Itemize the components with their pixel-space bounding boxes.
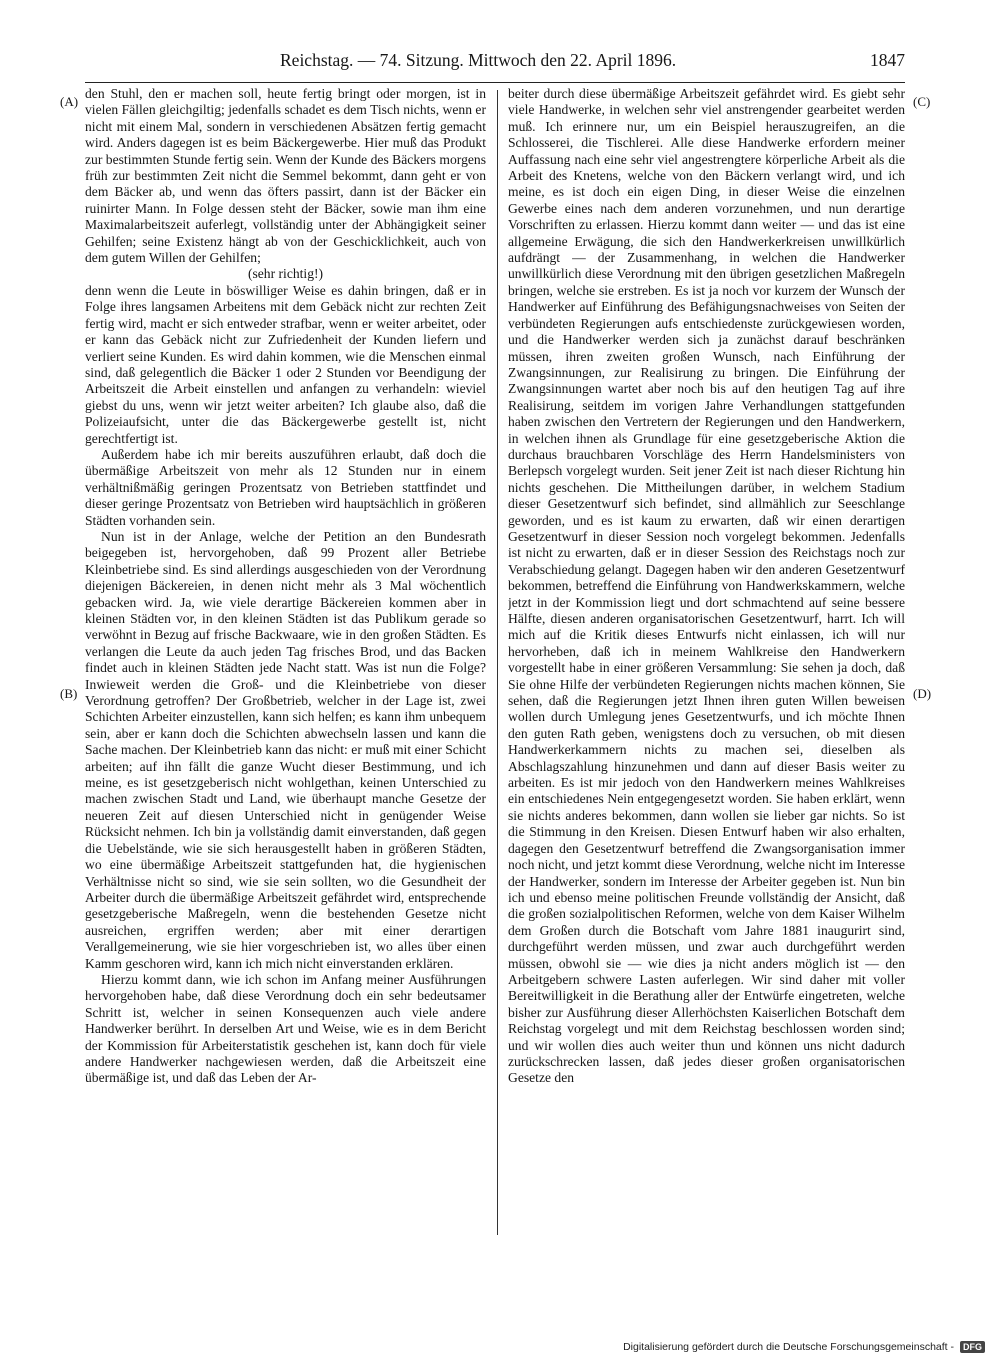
marker-d: (D) (913, 686, 932, 701)
paragraph: Nun ist in der Anlage, welche der Petition an den Bundesrath beigegeben ist, hervorgehoben, daß 99 Prozent aller Betriebe Kleinbetriebe sind. Es sind allerdings ausgeschieden von der Verordnung diejenigen Bäckereien, in denen nicht mehr als 3 Mal wöchentlich gebacken wird. Ja, wie viele derartige Bäckereien kommen aber in kleinen Städten vor, in den kleinen Städten ist das Publikum gerade so verwöhnt in Bezug auf frische Backwaare, wie in den großen Städten. Es verlangen die Leute da auch jeden Tag frisches Brod, und das Backen findet auch in kleinen Städten jede Nacht statt. Was ist nun die Folge? Inwieweit werden die Groß- und die Kleinbetriebe von dieser Verordnung getroffen? Der Großbetrieb, welcher in der Lage ist, zwei Schichten Arbeiter einzustellen, kann sich helfen; es kann ihm unbequem sein, aber er kann doch die Schichten abwechseln lassen und kann die Sache machen. Der Kleinbetrieb kann das nicht: er muß mit einer Schicht arbeiten; auf ihn fällt die ganze Wucht dieser Bestimmung, und ich meine, es ist gesetzgeberisch nicht wohlgethan, keinen Unterschied zu machen zwischen Stadt und Land, wie überhaupt manche Gesetze der neueren Zeit auf diesen Unterschied nicht in genügender Weise Rücksicht nehmen. Ich bin ja vollständig damit einverstanden, daß gegen die Uebelstände, wie sie sich herausgestellt haben in größeren Städten, wo eine übermäßige Arbeitszeit stattgefunden hat, die hygienischen Verhältnisse nicht so sind, wie sie sein sollten, wo die Gesundheit der Arbeiter durch die übermäßige Arbeitszeit gefährdet wird, entsprechende gesetzgeberische Maßregeln, wenn die bestehenden Gesetze nicht ausreichen, ergriffen werden; aber mit einer derartigen Verallgemeinerung, wie sie hier vorgeschrieben ist, wo alles über einen Kamm geschoren wird, kann ich mich nicht einverstanden erklären. (85, 528, 486, 971)
marker-c: (C) (913, 94, 931, 109)
paragraph: denn wenn die Leute in böswilliger Weise es dahin bringen, daß er in Folge ihres langsamen Arbeitens mit dem Gebäck nicht zur rechten Zeit fertig wird, macht er sich entweder strafbar, wenn er weiter arbeitet, oder er kann das Gebäck nicht zur Zufriedenheit der Kunden liefern und verliert seine Kunden. Es wird dahin kommen, wie die Menschen einmal sind, daß gelegentlich die Bäcker 1 oder 2 Stunden vor Beendigung der Arbeitszeit die Arbeit einstellen und anfangen zu verhandeln: wieviel giebst du uns, wenn wir jetzt weiter arbeiten? Ich glaube also, daß die Polizeiaufsicht, unter die das Bäckergewerbe gestellt ist, nicht gerechtfertigt ist. (85, 282, 486, 446)
paragraph: Außerdem habe ich mir bereits auszuführen erlaubt, daß doch die übermäßige Arbeitszeit von mehr als 12 Stunden nur in einem verhältnißmäßig geringen Prozentsatz von Betrieben stattfindet und dieser geringe Prozentsatz von Betrieben wird hauptsächlich in größeren Städten vorhanden sein. (85, 446, 486, 528)
page-number: 1847 (870, 50, 905, 70)
paragraph: beiter durch diese übermäßige Arbeitszeit gefährdet wird. Es giebt sehr viele Handwerke, in welchen sehr viel anstrengender gearbeitet werden muß. Ich erinnere nur, um ein Beispiel herauszugreifen, an die Schlosserei, die Tischlerei. Alle diese Handwerke erfordern meiner Auffassung nach eine sehr viel angestrengtere körperliche Arbeit als die Arbeit des Knetens, welche von den Bäckern verlangt wird, und ich meine, es ist doch ein eigen Ding, in dieser Weise die einzelnen Gewerbe eines nach dem anderen vorzunehmen, und nun derartige Vorschriften zu erlassen. Hierzu kommt dann weiter — und das ist eine allgemeine Erwägung, die sich den Handwerkerkreisen unwillkürlich aufdrängt — der Zusammenhang, in welchen die Handwerker unwillkürlich diese Verordnung mit den übrigen gesetzlichen Maßregeln bringen, welche sie erstreben. Es ist ja noch vor kurzem der Wunsch der Handwerker auf Einführung des Befähigungsnachweises von Seiten der verbündeten Regierungen aufs entschiedenste zurückgewiesen worden, und die Handwerker werden sich ja zunächst darauf beschränken müssen, ihren zweiten großen Wunsch, nach Einführung der Zwangsinnungen, zur Realisirung zu bringen. Die Einführung der Zwangsinnungen wartet aber noch bis auf den heutigen Tag auf ihre Realisirung, seitdem im vorigen Jahre Verhandlungen stattgefunden haben zwischen den Vertretern der Regierungen und den Handwerkern, in welchen ihnen als Grundlage für eine gesetzgeberische Aktion die durchaus brauchbaren Vorschläge des Herrn Handelsministers von Berlepsch vorgelegt wurden. Seit jener Zeit ist nach dieser Richtung hin nichts geschehen. Die Mittheilungen darüber, in welchem Stadium dieser Gesetzentwurf sich befindet, sind allmählich zur Seeschlange geworden, und es ist kaum zu erwarten, daß wir einen derartigen Gesetzentwurf in dieser Session noch vorgelegt bekommen. Jedenfalls ist nicht zu erwarten, daß er in dieser Session des Reichstags noch zur Verabschiedung gelangt. Dagegen haben wir den anderen Gesetzentwurf bekommen, betreffend die Einführung von Handwerkskammern, welche jetzt in der Kommission liegt und dort schmachtend auf seine bessere Hälfte, diesen anderen organisatorischen Gesetzentwurf, harrt. Ich will mich auf die Kritik dieses Entwurfs nicht einlassen, ich will nur hervorheben, daß ich in meinem Wahlkreise den Handwerkern vorgestellt habe in einer größeren Versammlung: Sie sehen ja doch, daß Sie ohne Hilfe der verbündeten Regierungen nichts machen können, Sie sehen, daß die Regierungen jetzt Ihnen ihren guten Willen beweisen wollen durch Umlegung jenes Gesetzentwurfs, und ich möchte Ihnen den guten Rath geben, wenigstens doch zu versuchen, ob mit diesen Handwerkerkammern nichts zu machen sei, dieselben als Abschlagszahlung hinzunehmen und dann auf dieser Basis weiter zu arbeiten. Es ist mir jedoch von den Handwerkern meines Wahlkreises ein entschiedenes Nein entgegengesetzt worden. Sie haben erklärt, wenn sie nichts anderes bekommen, dann wollen sie lieber gar nichts. So ist die Stimmung in den Kreisen. Diesen Entwurf haben wir also erhalten, dagegen den Gesetzentwurf betreffend die Zwangsorganisation immer noch nicht, und jetzt kommt diese Verordnung, welche nicht im Interesse der Handwerker, sondern im Interesse der Arbeiter gegeben ist. Nun bin ich und ebenso meine politischen Freunde vollständig der Ansicht, daß die großen sozialpolitischen Reformen, welche von dem Kaiser Wilhelm dem Großen durch die Botschaft vom Jahre 1881 inaugurirt sind, durchgeführt werden müssen, und zwar auch durchgeführt werden müssen, obwohl sie — wie dies ja nicht anders möglich ist — den Arbeitgebern schwere Lasten auferlegen. Wir sind daher mit voller Bereitwilligkeit in die Berathung aller der Entwürfe eingetreten, welche bisher zur Ausführung dieser Allerhöchsten Kaiserlichen Botschaft dem Reichstag vorgelegt und mit dem Reichstag beschlossen worden sind; und wir wollen dies auch weiter thun und können uns nicht dadurch zurückschrecken lassen, daß jedes dieser großen organisatorischen Gesetze den (508, 86, 905, 1086)
dfg-logo: DFG (960, 1341, 985, 1353)
marker-a: (A) (60, 94, 79, 109)
footer-credit: Digitalisierung gefördert durch die Deutsche Forschungsgemeinschaft - (623, 1341, 954, 1353)
right-column (508, 86, 905, 1246)
paragraph: Hierzu kommt dann, wie ich schon im Anfang meiner Ausführungen hervorgehoben habe, daß diese Verordnung doch ein sehr bedeutsamer Schritt ist, welcher in seinen Konsequenzen auch viele andere Handwerker berührt. In derselben Art und Weise, wie es in dem Bericht der Kommission für Arbeiterstatistik geschehen ist, kann doch für viele andere Handwerker nachgewiesen werden, daß die Arbeitszeit eine übermäßige ist, und daß das Leben der Ar- (85, 971, 486, 1086)
header-rule (85, 82, 905, 83)
marker-b: (B) (60, 686, 78, 701)
running-title: Reichstag. — 74. Sitzung. Mittwoch den 22. April 1896. (280, 50, 677, 70)
page-header (280, 50, 905, 70)
interjection: (sehr richtig!) (247, 266, 324, 282)
column-divider (497, 90, 498, 1235)
left-column (85, 86, 486, 1246)
paragraph: den Stuhl, den er machen soll, heute fertig bringt oder morgen, ist in vielen Fällen gleichgiltig; jedenfalls schadet es dem Tisch nichts, wenn er nicht mit einem Mal, sondern in verschiedenen Absätzen fertig gemacht wird. Anders dagegen ist es beim Bäckergewerbe. Hier muß das Produkt zur bestimmten Stunde fertig sein. Wenn der Kunde des Bäckers morgens früh zur bestimmten Zeit nicht die Semmel bekommt, dann geht er von dem Bäcker ab, und wenn das öfters passirt, dann ist der Bäcker ein ruinirter Mann. In Folge dessen steht der Bäcker, sowie man ihm eine Maximalarbeitszeit auferlegt, vollständig unter der Abhängigkeit seiner Gehilfen; seine Existenz hängt ab von der Geschicklichkeit, auch von dem gutem Willen der Gehilfen; (85, 86, 486, 266)
